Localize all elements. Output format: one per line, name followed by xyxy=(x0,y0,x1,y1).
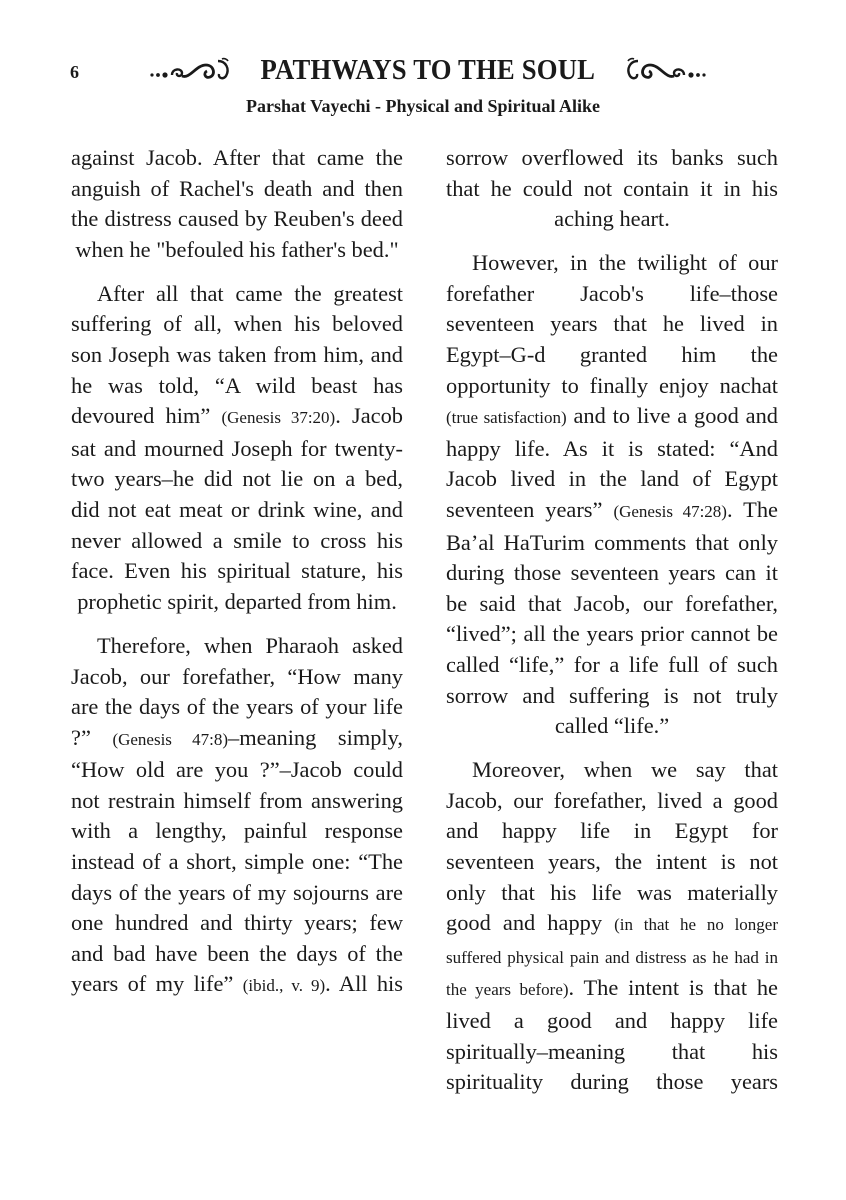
left-scroll-ornament-icon xyxy=(148,55,240,85)
paragraph xyxy=(71,279,403,618)
paragraph xyxy=(71,631,403,1002)
gloss: (in that he no longer suffered physical pain and distress as he had in the years before) xyxy=(446,915,779,1000)
scripture-citation: (Genesis 37:20) xyxy=(221,408,336,428)
paragraph-text: After all that came the greatest suffering of all, when his beloved son Joseph was taken from him, and he was told, “A wild beast has devoured him” xyxy=(71,280,403,429)
right-scroll-ornament-icon xyxy=(616,55,708,85)
paragraph-text: However, in the twilight of our forefather Jacob's life–those seventeen years that he lived in Egypt–G-d granted him the opportunity to finally enjoy nachat xyxy=(446,250,778,398)
chapter-subtitle: Parshat Vayechi - Physical and Spiritual Alike xyxy=(245,96,601,116)
paragraph-text: . The Ba’al HaTurim comments that only during those seventeen years can it be said that Jacob, our forefather, “lived”; all the years prior cannot be called “life,” for a life full of such sorrow and suffering is not truly called “life.” xyxy=(446,497,778,739)
paragraph xyxy=(446,248,778,742)
left-column xyxy=(71,143,403,1016)
paragraph-text: –meaning simply, “How old are you ?”–Jacob could not restrain himself from answering with a lengthy, painful response instead of a short, simple one: “The days of the years of my sojourns are one hundred and thirty years; few and bad have been the days of the years of my life” xyxy=(71,724,403,997)
scripture-citation: (Genesis 47:8) xyxy=(112,729,229,749)
right-column xyxy=(446,143,778,1111)
paragraph xyxy=(71,143,403,265)
paragraph-text: sorrow overflowed its banks such that he could not contain it in his aching heart. xyxy=(446,145,778,232)
scripture-citation: (Genesis 47:28) xyxy=(613,502,727,522)
paragraph-text: . The intent is that he lived a good and happy life spiritually–meaning that his spirituality during those years xyxy=(446,975,778,1095)
paragraph-text: Moreover, when we say that Jacob, our forefather, lived a good and happy life in Egypt for seventeen years, the intent is not only that his life was materially good and happy xyxy=(446,757,778,936)
scripture-citation: (ibid., v. 9) xyxy=(242,976,326,996)
running-head xyxy=(128,52,728,88)
running-title: PATHWAYS TO THE SOUL xyxy=(260,53,596,86)
page-number: 6 xyxy=(70,62,79,82)
paragraph-text: Therefore, when Pharaoh asked Jacob, our forefather, “How many are the days of the years of your life ?” xyxy=(71,632,403,750)
gloss: (true satisfaction) xyxy=(446,408,567,428)
paragraph-text: . All his xyxy=(325,971,403,997)
paragraph-text: and to live a good and happy life. As it is stated: “And Jacob lived in the land of Egypt seventeen years” xyxy=(446,403,778,523)
paragraph xyxy=(446,755,778,1098)
paragraph-text: . Jacob sat and mourned Joseph for twenty-two years–he did not lie on a bed, did not eat meat or drink wine, and never allowed a smile to cross his face. Even his spiritual stature, his prophetic spirit, departed from him. xyxy=(71,403,403,614)
paragraph-text: against Jacob. After that came the anguish of Rachel's death and then the distress caused by Reuben's deed when he "befouled his father's bed." xyxy=(71,145,403,262)
paragraph xyxy=(446,143,778,235)
